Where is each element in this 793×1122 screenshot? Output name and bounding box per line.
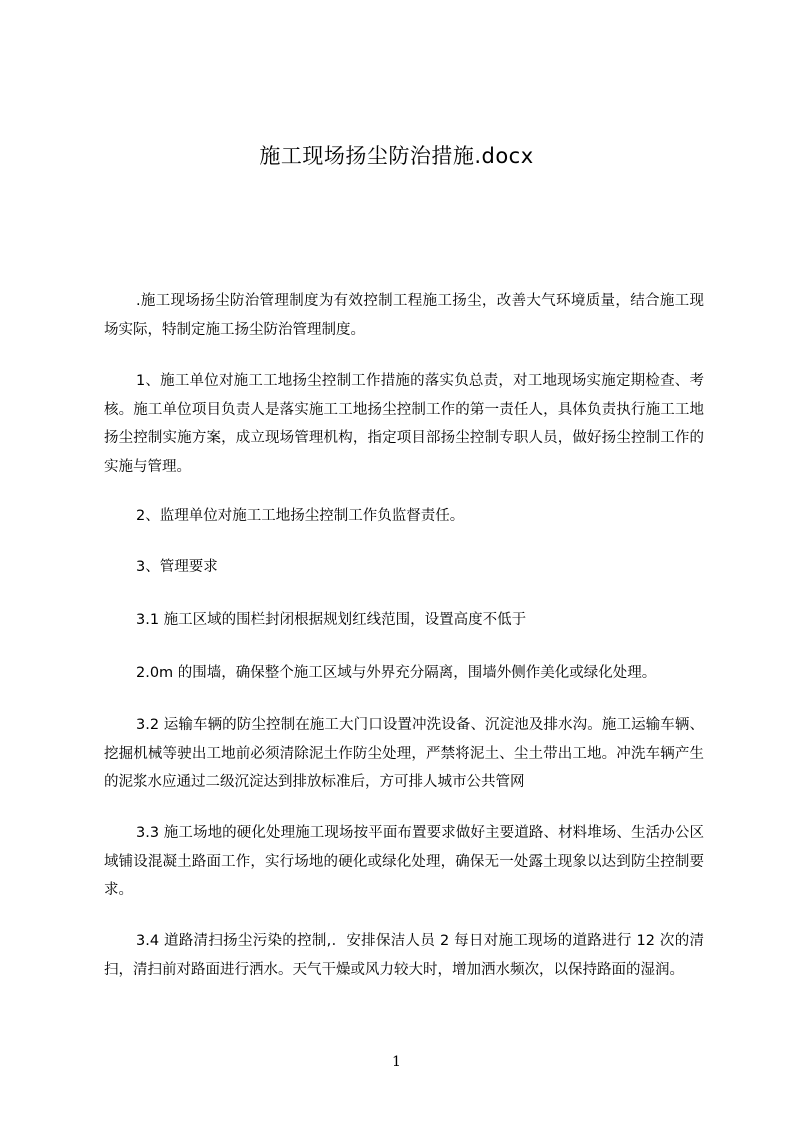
paragraph-item-3-3 [104, 819, 704, 905]
paragraph-item-3-1 [104, 606, 704, 635]
page-number: 1 [392, 1054, 401, 1070]
paragraph-text: 2.0m 的围墙，确保整个施工区域与外界充分隔离，围墙外侧作美化或绿化处理。 [136, 665, 657, 681]
paragraph-item-3-2 [104, 711, 704, 797]
paragraph-text: 3、管理要求 [136, 559, 218, 575]
paragraph-text: 3.3 施工场地的硬化处理施工现场按平面布置要求做好主要道路、材料堆场、生活办公区域铺设混凝土路面工作，实行场地的硬化或绿化处理，确保无一处露土现象以达到防尘控制要求。 [104, 825, 704, 898]
paragraph-text: .施工现场扬尘防治管理制度为有效控制工程施工扬尘，改善大气环境质量，结合施工现场实际，特制定施工扬尘防治管理制度。 [104, 293, 704, 338]
paragraph-item-1 [104, 367, 704, 481]
paragraph-item-3-1-cont [104, 659, 704, 688]
paragraph-text: 3.2 运输车辆的防尘控制在施工大门口设置冲洗设备、沉淀池及排水沟。施工运输车辆、挖掘机械等驶出工地前必须清除泥土作防尘处理，严禁将泥土、尘土带出工地。冲洗车辆产生的泥浆水应通过二级沉淀达到排放标准后，方可排人城市公共管网 [104, 717, 704, 790]
paragraph-item-2 [104, 502, 704, 531]
document-title: 施工现场扬尘防治措施.docx [259, 144, 534, 168]
paragraph-text: 3.1 施工区域的围栏封闭根据规划红线范围，设置高度不低于 [136, 612, 527, 628]
paragraph-intro [104, 287, 704, 344]
paragraph-text: 3.4 道路清扫扬尘污染的控制,．安排保洁人员 2 每日对施工现场的道路进行 12 次的清扫，清扫前对路面进行洒水。天气干燥或风力较大时，增加洒水频次，以保持路面的湿润。 [104, 933, 704, 978]
paragraph-text: 1、施工单位对施工工地扬尘控制工作措施的落实负总责，对工地现场实施定期检查、考核。施工单位项目负责人是落实施工工地扬尘控制工作的第一责任人，具体负责执行施工工地扬尘控制实施方案，成立现场管理机构，指定项目部扬尘控制专职人员，做好扬尘控制工作的实施与管理。 [104, 373, 704, 475]
paragraph-item-3 [104, 553, 704, 582]
paragraph-item-3-4 [104, 927, 704, 984]
paragraph-text: 2、监理单位对施工工地扬尘控制工作负监督责任。 [136, 508, 465, 524]
